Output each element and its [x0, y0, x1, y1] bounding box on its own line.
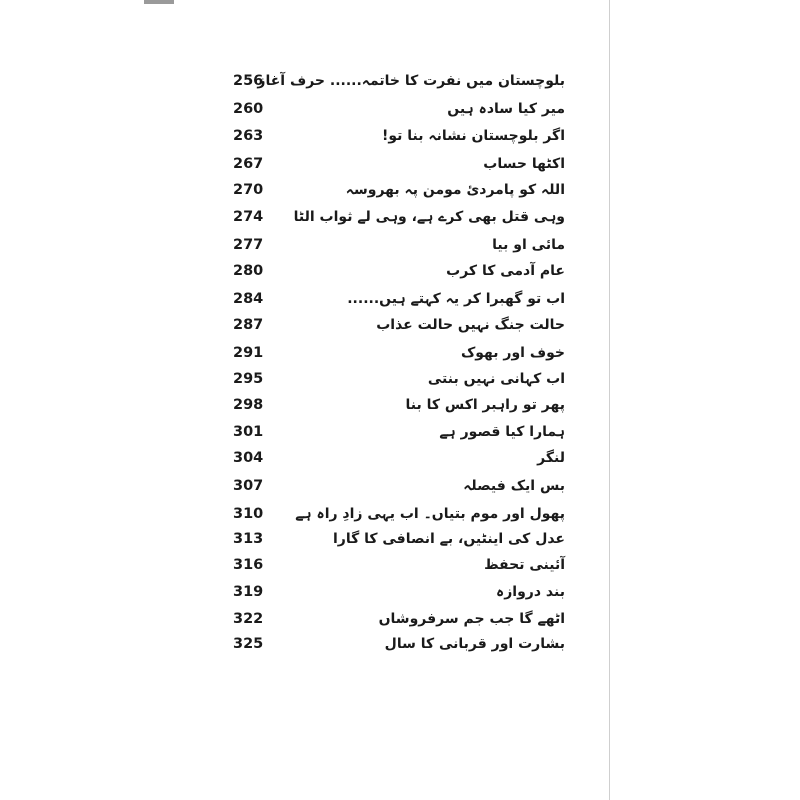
toc-page-number: 313 — [233, 531, 264, 547]
toc-page-number: 274 — [233, 209, 264, 225]
toc-title: اب تو گھبرا کر یہ کہتے ہیں...... — [347, 291, 565, 307]
corner-ink-mark — [144, 0, 174, 4]
toc-row — [225, 553, 565, 577]
toc-page-number: 310 — [233, 506, 264, 522]
toc-title: میر کیا سادہ ہیں — [447, 101, 565, 117]
toc-title: عام آدمی کا کرب — [446, 263, 565, 279]
toc-page-number: 304 — [233, 450, 264, 466]
toc-title: اللہ کو پامردیٔ مومن پہ بھروسہ — [345, 182, 565, 198]
toc-title: ہمارا کیا قصور ہے — [439, 424, 565, 440]
toc-title: عدل کی اینٹیں، بے انصافی کا گارا — [332, 531, 565, 547]
toc-row — [225, 152, 565, 176]
toc-title: پھر تو راہبر اکس کا بنا — [405, 397, 565, 413]
toc-page-number: 298 — [233, 397, 264, 413]
toc-row — [225, 367, 565, 391]
toc-row — [225, 69, 565, 93]
toc-page-number: 322 — [233, 611, 264, 627]
toc-page-number: 287 — [233, 317, 264, 333]
toc-page-number: 263 — [233, 128, 264, 144]
toc-row — [225, 259, 565, 283]
toc-title: اب کہانی نہیں بنتی — [427, 371, 565, 387]
toc-page-number: 277 — [233, 237, 264, 253]
toc-page-number: 284 — [233, 291, 264, 307]
toc-row — [225, 97, 565, 121]
toc-row — [225, 393, 565, 417]
toc-title: پھول اور موم بتیاں۔ اب یہی زادِ راہ ہے — [295, 506, 565, 522]
page-edge-line — [609, 0, 610, 800]
toc-row — [225, 341, 565, 365]
toc-title: آئینی تحفظ — [484, 557, 565, 573]
toc-row — [225, 178, 565, 202]
toc-row — [225, 502, 565, 526]
toc-page-number: 280 — [233, 263, 264, 279]
toc-title: بس ایک فیصلہ — [463, 478, 565, 494]
toc-row — [225, 580, 565, 604]
toc-row — [225, 313, 565, 337]
toc-title: بند دروازہ — [496, 584, 565, 600]
toc-page-number: 325 — [233, 636, 264, 652]
toc-title: اگر بلوچستان نشانہ بنا تو! — [381, 128, 565, 144]
toc-page-number: 295 — [233, 371, 264, 387]
toc-row — [225, 124, 565, 148]
toc-row — [225, 474, 565, 498]
toc-page-number: 256 — [233, 73, 264, 89]
toc-row — [225, 446, 565, 470]
toc-title: خوف اور بھوک — [460, 345, 565, 361]
toc-page-number: 270 — [233, 182, 264, 198]
toc-title: لنگر — [537, 450, 565, 466]
toc-title: وہی قتل بھی کرے ہے، وہی لے ثواب الٹا — [293, 209, 565, 225]
toc-page-number: 260 — [233, 101, 264, 117]
toc-row — [225, 205, 565, 229]
toc-title: اکٹھا حساب — [483, 156, 565, 172]
toc-page-number: 301 — [233, 424, 264, 440]
toc-row — [225, 233, 565, 257]
toc-page-number: 267 — [233, 156, 264, 172]
toc-page-number: 319 — [233, 584, 264, 600]
toc-row — [225, 607, 565, 631]
toc-title: بلوچستان میں نفرت کا خاتمہ...... حرف آغاز — [257, 73, 565, 89]
toc-row — [225, 287, 565, 311]
toc-page-number: 307 — [233, 478, 264, 494]
toc-row — [225, 632, 565, 656]
toc-title: حالت جنگ نہیں حالت عذاب — [376, 317, 565, 333]
toc-row — [225, 527, 565, 551]
toc-page-number: 291 — [233, 345, 264, 361]
toc-page-number: 316 — [233, 557, 264, 573]
toc-row — [225, 420, 565, 444]
toc-title: بشارت اور قربانی کا سال — [384, 636, 565, 652]
toc-title: مائی او بیا — [492, 237, 565, 253]
toc-title: اٹھے گا جب جم سرفروشاں — [378, 611, 565, 627]
